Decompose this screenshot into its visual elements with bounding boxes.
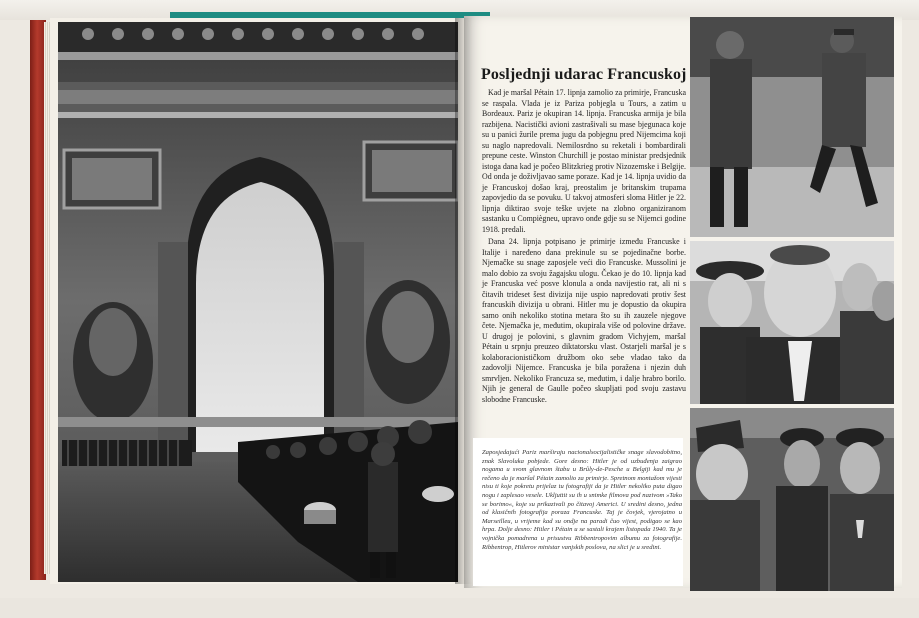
article-title: Posljednji udarac Francuskoj: [481, 66, 687, 83]
book-gutter-shadow: [455, 18, 473, 584]
petain-hitler-drawing: [690, 408, 894, 591]
crying-man-photo: [690, 241, 894, 404]
petain-hitler-photo: [690, 408, 894, 591]
hitler-photo: [690, 17, 894, 237]
photo-caption: Zaposjedajući Pariz marširaju nacionalsocijalističke snage slavodobitno, znak Slavoluka pobjede. Gore desno: Hitler je od uzbuđenja zaigrao nogama u svom glavnom štabu u Brûly-de-Pesche u Belgiji kad mu je rečeno da je maršal Pétain zamolio za primirje. Spretnom montažom vijesti nisu ti koje pokretu prijelaz tu fotografiji da je Hitler nekoliko puta digao nogu i zaplesao vesele. Ukljuttit su ih u snimke filmova pod nazivom »Tako se borimo«, koje su prikazivali po čitavoj Americi. U sredini desno, jedna od klasičnih fotografija poraza Francuske. Taj je čovjek, vjerojatno u Marseilleu, u vrijeme kad su ondje na paradi čuo vijest, podigao se kao hrpa. Dolje desno: Hitler i Pétain u se sastali krajem listopada 1940. Ta je vojnička pomadrena u prisustvu Ribbentropovim albumu za fotografije. Ribbentrop, Hitlerov ministar vanjskih poslova, na slici je u sredini.: [482, 449, 682, 551]
crying-man-drawing: [690, 241, 894, 404]
arc-de-triomphe-photo: [58, 22, 458, 582]
background-bottom: [0, 598, 919, 618]
hitler-photo-drawing: [690, 17, 894, 237]
arc-photo-drawing: [58, 22, 458, 582]
article-paragraph-2: Dana 24. lipnja potpisano je primirje između Francuske i Italije i naređeno dana prekinule su se pojedinačne borbe. Njemačke su snage zaposjele veći dio Francuske. Mussolini je malo dobio za svoju žagajsku ulogu. Čekao je do 10. lipnja kad je Francuska već posve klonula a onda navijestio rat, ali ni s čitavih trideset šest divizija nije uspio napredovati protiv šest francuskih divizija u obrani. Hitler mu je dopustio da okupira samo onih nekoliko stotina metara što su ih zauzele njegove čete. Njemačka je, međutim, okupirala više od polovine države. U drugoj je polovini, s glavnim gradom Vichyjem, maršal Pétain u srpnju preuzeo diktatorsku vlast. Ostarjeli maršal je s kolaboracionističkom družbom oko sebe vladao tako da zadovolji Nijemce. Francuska je bila poražena i njezin duh smrvljen. Nekoliko Francuza se, međutim, i dalje hrabro borilo. Njih je general de Gaulle počeo skupljati pod svoju zastavu slobodne Francuske.: [482, 237, 686, 404]
article-paragraph-1: Kad je maršal Pétain 17. lipnja zamolio za primirje, Francuska se raspala. Vlada je iz Pariza pobjegla u Tours, a zatim u Bordeaux. Pariz je okupiran 14. lipnja. Francuska armija je bila razbijena. Nacistički avioni zastrašivali su mase bjegunaca koje su u panici žurile prema jugu da pobjegnu pred Nijemcima koji su naglo napredovali. Nemilosrdno su reketali i bombardirali prepune ceste. Winston Churchill je postao ministar predsjednik istoga dana kad je počeo Blitzkrieg protiv Nizozemske i Belgije. Od onda je doživljavao same poraze. Kad je 14. lipnja uvidio da je Francuskoj došao kraj, preostalim je britanskim trupama zapovjedio da se povuku. U takvoj atmosferi slomа Hitler je 22. lipnja diktirao svoje teške uvjete na zlobno organiziranom sastanku u Compiègneu, upravo onđe gdje su se Nijemci godine 1918. predali.: [482, 88, 686, 234]
article-body: [482, 88, 686, 407]
